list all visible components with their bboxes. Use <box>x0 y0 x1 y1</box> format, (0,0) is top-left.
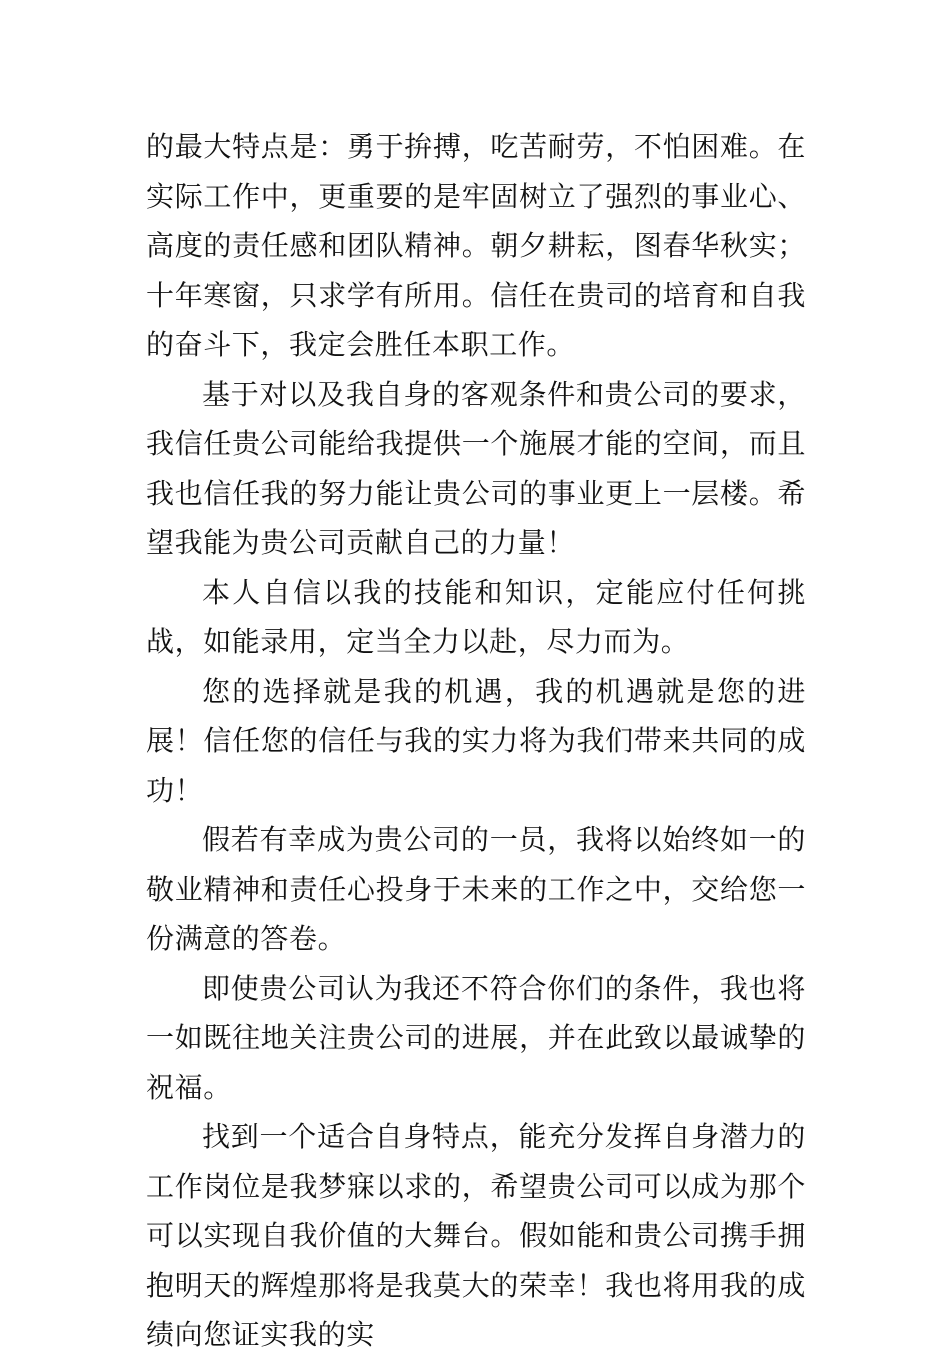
paragraph-1: 的最大特点是：勇于拚搏，吃苦耐劳，不怕困难。在实际工作中，更重要的是牢固树立了强烈的事业心、高度的责任感和团队精神。朝夕耕耘，图春华秋实；十年寒窗，只求学有所用。信任在贵司的培育和自我的奋斗下，我定会胜任本职工作。 <box>146 130 806 361</box>
paragraph-6: 即使贵公司认为我还不符合你们的条件，我也将一如既往地关注贵公司的进展，并在此致以最诚挚的祝福。 <box>146 971 806 1104</box>
paragraph-3: 本人自信以我的技能和知识，定能应付任何挑战，如能录用，定当全力以赴，尽力而为。 <box>146 575 806 658</box>
paragraph-2: 基于对以及我自身的客观条件和贵公司的要求，我信任贵公司能给我提供一个施展才能的空间，而且我也信任我的努力能让贵公司的事业更上一层楼。希望我能为贵公司贡献自己的力量！ <box>146 377 806 559</box>
document-body <box>146 122 806 1360</box>
paragraph-5: 假若有幸成为贵公司的一员，我将以始终如一的敬业精神和责任心投身于未来的工作之中，交给您一份满意的答卷。 <box>146 823 806 955</box>
paragraph-4: 您的选择就是我的机遇，我的机遇就是您的进展！信任您的信任与我的实力将为我们带来共同的成功！ <box>146 674 806 807</box>
paragraph-7: 找到一个适合自身特点，能充分发挥自身潜力的工作岗位是我梦寐以求的，希望贵公司可以成为那个可以实现自我价值的大舞台。假如能和贵公司携手拥抱明天的辉煌那将是我莫大的荣幸！我也将用我的成绩向您证实我的实 <box>146 1120 806 1351</box>
